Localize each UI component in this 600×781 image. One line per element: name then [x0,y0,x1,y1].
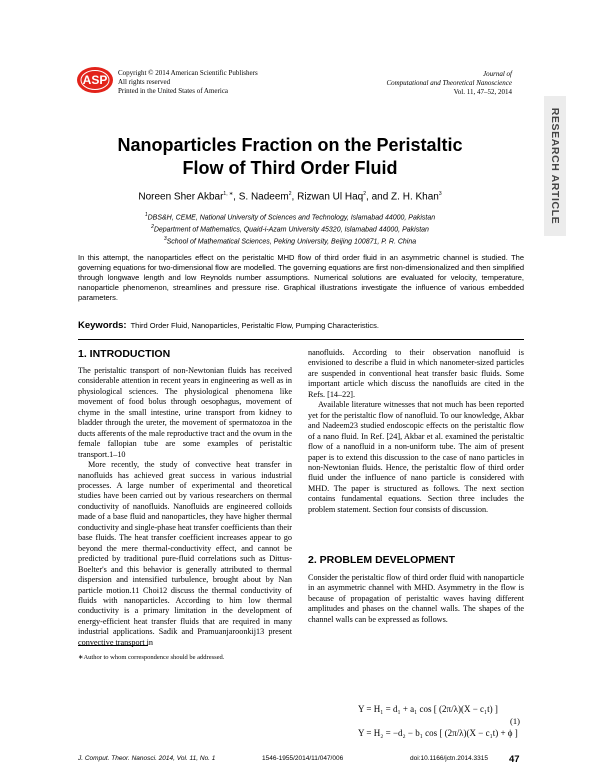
intro-paragraph-2: More recently, the study of convective heat transfer in nanofluids has achieved great success in various industrial processes. A large number of experimental and theoretical studies have been carried out by various researchers on thermal conductivity of nanofluids. Nanofluids are engineered colloids made of a base fluid and nanoparticles, they have higher thermal conductivity and single-phase heat transfer coefficients than their base fluids. The heat transfer coefficient increases appear to go beyond the mere thermal-conductivity effect, and cannot be predicted by traditional pure-fluid correlations such as Dittus-Boelter's and this behavior is generally attributed to thermal dispersion and intensified turbulence, brought about by Nan particle motion.11 Choi12 discuss the thermal conductivity of fluids with nanoparticles. According to him low thermal conductivity is a primary limitation in the development of energy-efficient heat transfer fluids that are required in many industrial applications. Sadik and Pramuanjaroonkij13 present convective transport in [78,460,292,647]
rights: All rights reserved [118,78,171,86]
journal-line2: Computational and Theoretical Nanoscience [386,79,512,87]
right-column-text [308,348,524,515]
abstract: In this attempt, the nanoparticles effect on the peristaltic MHD flow of third order fluid in an asymmetric channel is studied. The governing equations for two-dimensional flow are modelled. The governing equations are first non-dimensionalized and then simplified through longwave length and low Reynolds number assumptions. Numerical solutions are evaluated for velocity, temperature, nanoparticle phenomenon, streamlines and pressure rise. Graphical illustrations investigate the influence of various embedded parameters. [78,253,524,302]
journal-info [282,70,512,97]
authors [80,191,500,202]
footnote-rule [78,645,148,646]
printed-in: Printed in the United States of America [118,87,229,95]
publisher-logo [76,66,114,94]
title-line1: Nanoparticles Fraction on the Peristaltic [117,135,463,155]
intro-paragraph-1: The peristaltic transport of non-Newtonian fluids has received considerable attention in recent years in engineering as well as in physiological sciences. The physiological phenomena like movement of food bolus through oesophagus, movement of chyme in the small intestine, urine transport from kidney to bladder through the ureter, the movement of spermatozoa in the ducts afferents of the male reproductive tract and the ovum in the female fallopian tube are some examples of peristaltic transport.1–10 [78,366,292,459]
footnote: ∗Author to whom correspondence should be addressed. [78,654,225,661]
author-3-sup: 2 [363,191,367,197]
affiliation: $^3$School of Mathematical Sciences, Peking University, Beijing 100871, P. R. China [163,235,417,245]
affiliations [80,211,500,246]
journal-line1: Journal of [483,70,512,78]
author-3: , Rizwan Ul Haq [291,191,364,203]
equation-1: Y = H₁ = d₁ + a₁ cos [ (2π/λ)(X − c₁t) ] [358,704,498,714]
copyright: Copyright © 2014 American Scientific Publishers [118,69,258,77]
keywords [78,320,524,331]
affiliation: $^1$DBS&H, CEME, National University of Sciences and Technology, Islamabad 44000, Pakistan [144,212,436,222]
asp-logo-icon [76,66,114,94]
footer-issn: 1546-1955/2014/11/047/006 [262,755,344,762]
equation-number: (1) [510,716,520,726]
section-2-heading: 2. PROBLEM DEVELOPMENT [308,554,456,566]
section-2-text: Consider the peristaltic flow of third order fluid with nanoparticle in an asymmetric channel with MHD. Asymmetry in the flow is because of propagation of peristaltic waves having different amplitudes and phases on the channel walls. The shapes of the channel walls can be expressed as follows. [308,573,524,624]
author-4: , and Z. H. Khan [366,191,439,203]
paper-title [80,134,500,180]
intro-paragraph-4: Available literature witnesses that not much has been reported yet for the peristaltic flow of nanofluid. To our knowledge, Akbar and Nadeem23 studied endoscopic effects on the peristaltic flow of a nano fluid. In Ref. [24], Akbar et al. examined the peristaltic flow of a nanofluid in a non-uniform tube. The aim of present paper is to extend this discussion to the case of nano particles in non-Newtonian fluids. Hence, the peristaltic flow of third order fluid under the influence of nano particle is considered with MHD. The paper is structured as follows. The next section contains fundamental equations. Section three includes the problem statement. Section four consists of discussion. [308,400,524,514]
author-4-sup: 3 [438,191,442,197]
volume: Vol. 11, 47–52, 2014 [453,88,512,96]
research-article-tab [544,96,566,236]
keywords-list: Third Order Fluid, Nanoparticles, Peristaltic Flow, Pumping Characteristics. [130,321,379,330]
author-1: Noreen Sher Akbar [138,191,224,203]
title-line2: Flow of Third Order Fluid [182,158,398,178]
publisher-info [118,69,258,96]
author-2-sup: 2 [288,191,292,197]
affiliation: $^2$Department of Mathematics, Quaid-i-Azam University 45320, Islamabad 44000, Pakistan [151,223,429,234]
equation-2: Y = H₂ = −d₂ − b₁ cos [ (2π/λ)(X − c₁t) + ϕ ] [358,728,518,738]
footer-doi: doi:10.1166/jctn.2014.3315 [410,755,488,762]
footer-journal: J. Comput. Theor. Nanosci. 2014, Vol. 11, No. 1 [78,755,216,762]
intro-paragraph-3: nanofluids. According to their observation nanofluid is envisioned to describe a fluid in which nanometer-sized particles are suspended in conventional heat transfer basic fluids. Some important article which discuss the nanofluids are cited in the Refs. [14–22]. [308,348,524,399]
intro-text [78,366,292,648]
author-1-sup: 1, ∗ [223,191,234,197]
divider [78,339,524,340]
side-tab-label: RESEARCH ARTICLE [549,107,561,225]
page-number: 47 [509,754,520,765]
keywords-label: Keywords: [78,320,127,331]
author-2: , S. Nadeem [233,191,289,203]
logo-text: ASP [82,73,108,87]
section-1-heading: 1. INTRODUCTION [78,348,171,360]
